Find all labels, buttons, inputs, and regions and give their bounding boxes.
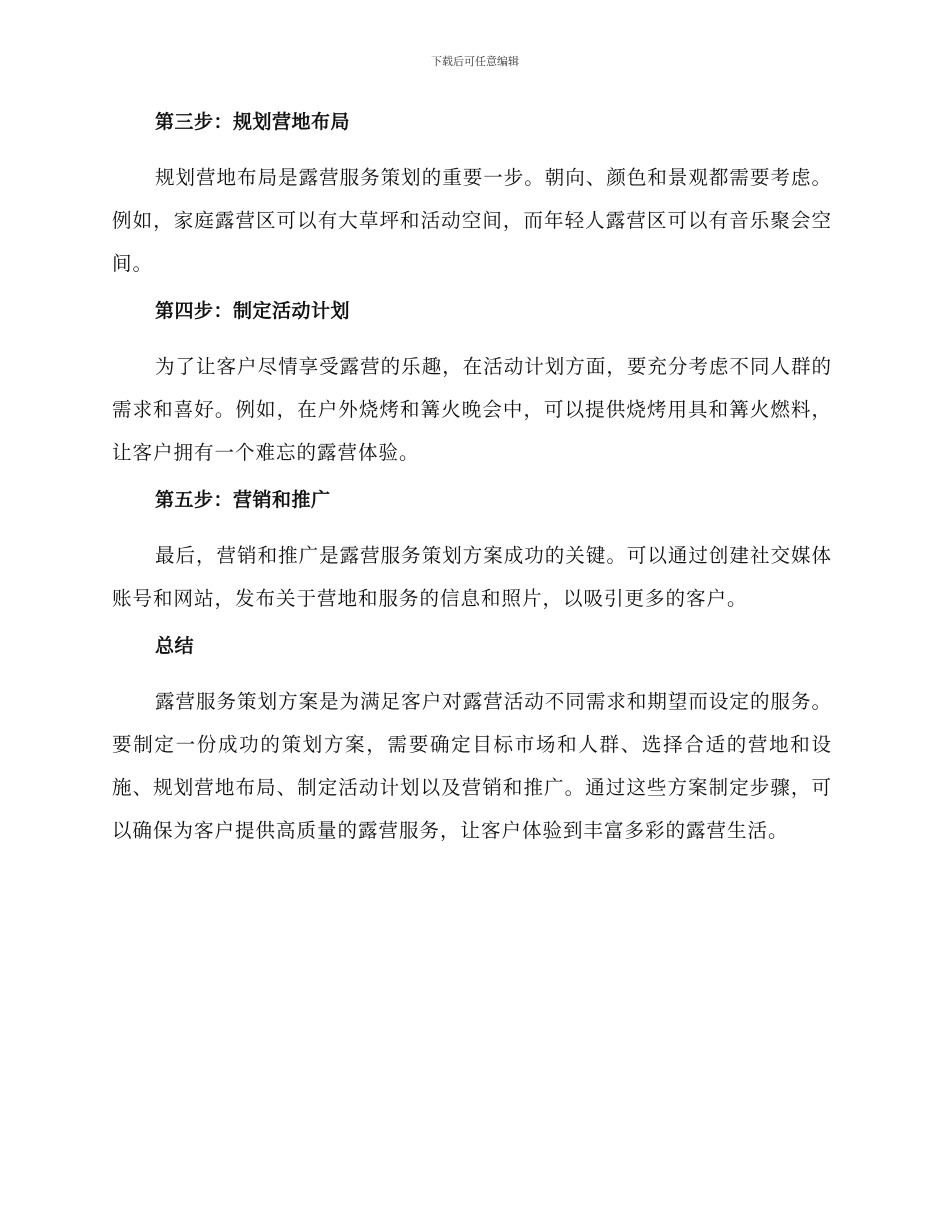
section-paragraph: 露营服务策划方案是为满足客户对露营活动不同需求和期望而设定的服务。要制定一份成功的策划方案，需要确定目标市场和人群、选择合适的营地和设施、规划营地布局、制定活动计划以及营销和推广。通过这些方案制定步骤，可以确保为客户提供高质量的露营服务，让客户体验到丰富多彩的露营生活。 — [112, 690, 832, 842]
section-step-5 — [112, 486, 832, 620]
page-header: 下载后可任意编辑 — [431, 55, 519, 68]
section-heading: 总结 — [155, 635, 195, 657]
section-step-4 — [112, 297, 832, 474]
section-heading: 第三步：规划营地布局 — [155, 111, 351, 133]
section-paragraph: 为了让客户尽情享受露营的乐趣，在活动计划方面，要充分考虑不同人群的需求和喜好。例如，在户外烧烤和篝火晚会中，可以提供烧烤用具和篝火燃料，让客户拥有一个难忘的露营体验。 — [112, 355, 832, 464]
section-paragraph: 规划营地布局是露营服务策划的重要一步。朝向、颜色和景观都需要考虑。例如，家庭露营区可以有大草坪和活动空间，而年轻人露营区可以有音乐聚会空间。 — [112, 166, 832, 275]
section-summary — [112, 632, 832, 852]
section-paragraph: 最后，营销和推广是露营服务策划方案成功的关键。可以通过创建社交媒体账号和网站，发布关于营地和服务的信息和照片，以吸引更多的客户。 — [112, 544, 832, 610]
section-heading: 第五步：营销和推广 — [155, 489, 331, 511]
document-body — [112, 108, 832, 864]
section-step-3 — [112, 108, 832, 285]
section-heading: 第四步：制定活动计划 — [155, 300, 351, 322]
